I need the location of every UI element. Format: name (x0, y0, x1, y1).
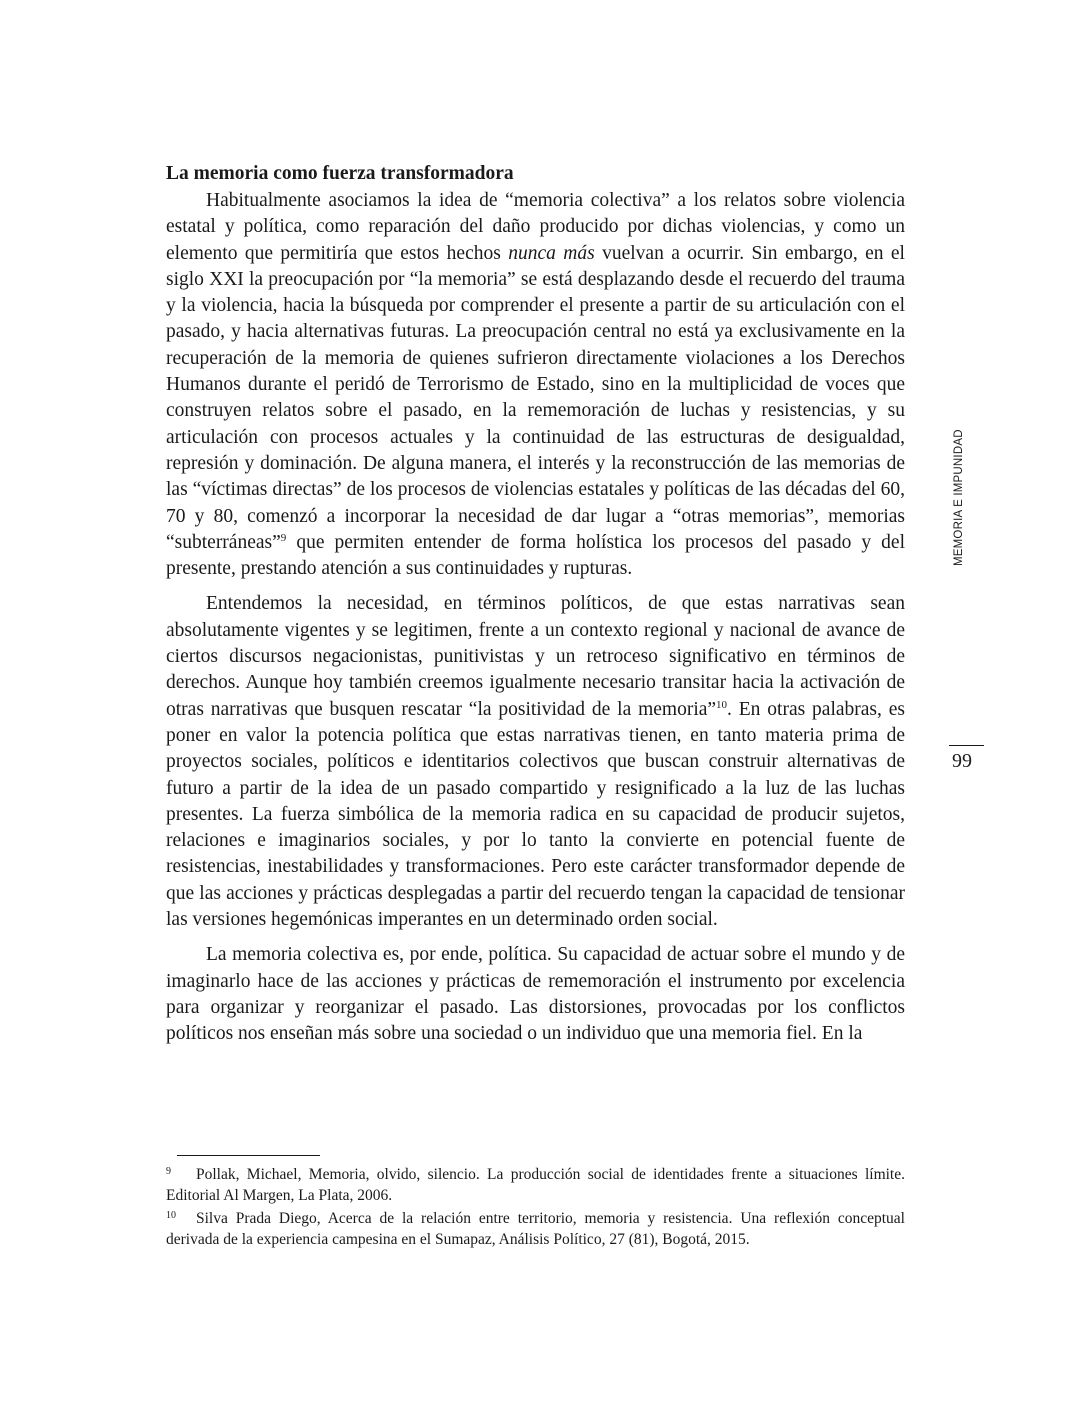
page-number: 99 (952, 750, 972, 772)
main-text (166, 160, 905, 1048)
paragraph-1-text-a: Habitualmente asociamos la idea de “memoria colectiva” a los relatos sobre violencia estatal y política, como reparación del daño producido por dichas violencias, y como un elemento que permitiría que estos hechos (166, 190, 905, 264)
paragraph-1-italic: nunca más (508, 242, 595, 264)
paragraph-2-text-b: . En otras palabras, es poner en valor la potencia política que estas narrativas tienen, en tanto materia prima de proyectos sociales, políticos e identitarios colectivos que buscan construir alternativas de futuro a partir de la idea de un pasado compartido y resignificado a la luz de las luchas presentes. La fuerza simbólica de la memoria radica en su capacidad de producir sujetos, relaciones e imaginarios sociales, y por lo tanto la convierte en potencial fuente de resistencias, inestabilidades y transformaciones. Pero este carácter transformador depende de que las acciones y prácticas desplegadas a partir del recuerdo tengan la capacidad de tensionar las versiones hegemónicas imperantes en un determinado orden social. (166, 698, 905, 931)
paragraph-1-text-b: vuelvan a ocurrir. Sin embargo, en el siglo XXI la preocupación por “la memoria” se está desplazando desde el recuerdo del trauma y la violencia, hacia la búsqueda por comprender el presente a partir de su articulación con el pasado, y hacia alternativas futuras. La preocupación central no está ya exclusivamente en la recuperación de la memoria de quienes sufrieron directamente violaciones a los Derechos Humanos durante el peridó de Terrorismo de Estado, sino en la multiplicidad de voces que construyen relatos sobre el pasado, en la rememoración de luchas y resistencias, y su articulación con procesos actuales y la continuidad de las estructuras de desigualdad, represión y dominación. De alguna manera, el interés y la reconstrucción de las memorias de las “víctimas directas” de los procesos de violencias estatales y políticas de las décadas del 60, 70 y 80, comenzó a incorporar la necesidad de dar lugar a “otras memorias”, memorias “subterráneas” (166, 242, 905, 553)
paragraph-2 (166, 591, 905, 933)
paragraph-1-text-c: que permiten entender de forma holística los procesos del pasado y del presente, prestando atención a sus continuidades y rupturas. (166, 531, 905, 580)
footnote-ref-9[interactable]: 9 (280, 531, 287, 544)
page-number-rule (949, 745, 984, 746)
paragraph-3: La memoria colectiva es, por ende, política. Su capacidad de actuar sobre el mundo y de imaginarlo hace de las acciones y prácticas de rememoración el instrumento por excelencia para organizar y reorganizar el pasado. Las distorsiones, provocadas por los conflictos políticos nos enseñan más sobre una sociedad o un individuo que una memoria fiel. En la (166, 944, 905, 1045)
running-header-vertical: MEMORIA E IMPUNIDAD (953, 429, 965, 566)
footnote-separator (177, 1155, 320, 1156)
footnote-number: 10 (166, 1210, 176, 1221)
footnote-10 (166, 1206, 905, 1250)
paragraph-1 (166, 188, 905, 582)
footnote-9 (166, 1162, 905, 1206)
footnote-text: Silva Prada Diego, Acerca de la relación entre territorio, memoria y resistencia. Una reflexión conceptual derivada de la experiencia campesina en el Sumapaz, Análisis Político, 27 (81), Bogotá, 2015. (166, 1210, 905, 1248)
footnotes (166, 1162, 905, 1250)
footnote-ref-10[interactable]: 10 (716, 698, 728, 711)
footnote-text: Pollak, Michael, Memoria, olvido, silencio. La producción social de identidades frente a situaciones límite. Editorial Al Margen, La Plata, 2006. (166, 1166, 905, 1204)
paragraph-2-text-a: Entendemos la necesidad, en términos políticos, de que estas narrativas sean absolutamente vigentes y se legitimen, frente a un contexto regional y nacional de avance de ciertos discursos negacionistas, punitivistas y un retroceso significativo en términos de derechos. Aunque hoy también creemos igualmente necesario transitar hacia la activación de otras narrativas que busquen rescatar “la positividad de la memoria” (166, 593, 905, 720)
footnote-number: 9 (166, 1166, 171, 1177)
section-title: La memoria como fuerza transformadora (166, 163, 514, 184)
